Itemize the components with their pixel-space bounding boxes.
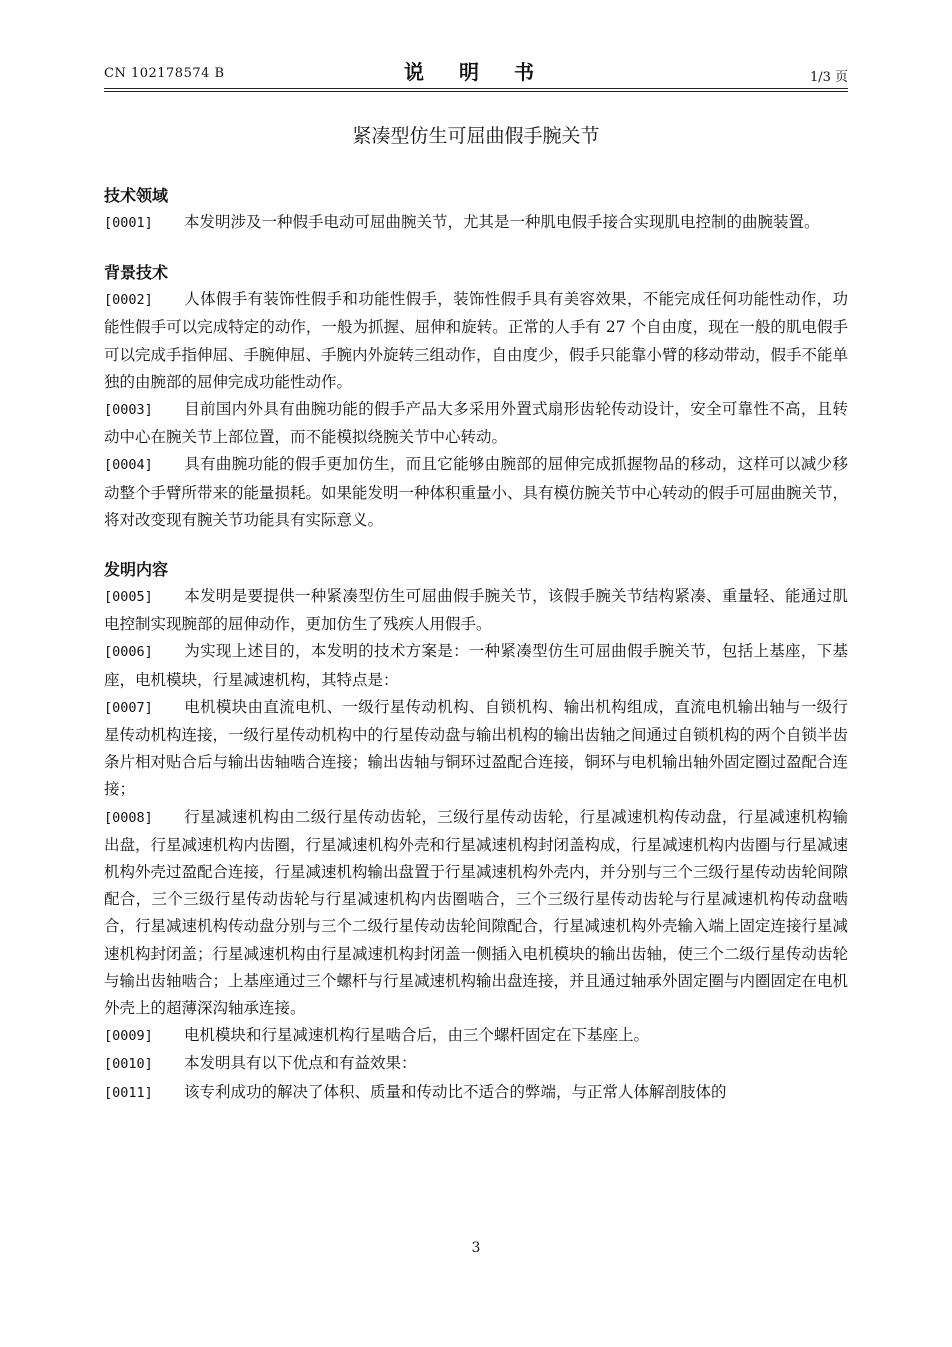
page-header: [104, 56, 848, 86]
paragraph-text: 本发明具有以下优点和有益效果：: [184, 1054, 417, 1073]
paragraph-number: [0003]: [104, 402, 153, 419]
paragraph: [104, 286, 848, 396]
paragraph-number: [0007]: [104, 699, 153, 716]
paragraph-text: 行星减速机构由二级行星传动齿轮，三级行星传动齿轮，行星减速机构传动盘，行星减速机构输出盘，行星减速机构内齿圈，行星减速机构外壳和行星减速机构封闭盖构成，行星减速机构内齿圈与行星减速机构外壳过盈配合连接，行星减速机构输出盘置于行星减速机构外壳内，并分别与三个三级行星传动齿轮间隙配合，三个三级行星传动齿轮与行星减速机构内齿圈啮合，三个三级行星传动齿轮与行星减速机构传动盘啮合，行星减速机构传动盘分别与三个二级行星传动齿轮间隙配合，行星减速机构外壳输入端上固定连接行星减速机构封闭盖；行星减速机构由行星减速机构封闭盖一侧插入电机模块的输出齿轴，使三个二级行星传动齿轮与输出齿轴啮合；上基座通过三个螺杆与行星减速机构输出盘连接，并且通过轴承外固定圈与内圈固定在电机外壳上的超薄深沟轴承连接。: [104, 807, 849, 1018]
paragraph-number: [0008]: [104, 809, 153, 826]
paragraph-number: [0006]: [104, 644, 153, 661]
page-info: 1/3 页: [809, 70, 848, 85]
paragraph-number: [0004]: [104, 457, 153, 474]
header-title: 说 明 书: [404, 60, 548, 84]
paragraph-text: 具有曲腕功能的假手更加仿生，而且它能够由腕部的屈伸完成抓握物品的移动，这样可以减少移动整个手臂所带来的能量损耗。如果能发明一种体积重量小、具有模仿腕关节中心转动的假手可屈曲腕关节，将对改变现有腕关节功能具有实际意义。: [104, 455, 849, 529]
paragraph-number: [0010]: [104, 1056, 153, 1073]
paragraph: [104, 1050, 848, 1078]
paragraph-number: [0005]: [104, 589, 153, 606]
paragraph-number: [0009]: [104, 1028, 153, 1045]
section-heading: 发明内容: [104, 560, 169, 580]
paragraph: [104, 804, 848, 1023]
paragraph-number: [0011]: [104, 1084, 153, 1101]
header-rule: [104, 88, 848, 89]
section-heading: 技术领域: [104, 186, 169, 205]
paragraph-number: [0002]: [104, 292, 153, 309]
paragraph-text: 本发明涉及一种假手电动可屈曲腕关节，尤其是一种肌电假手接合实现肌电控制的曲腕装置。: [184, 213, 820, 231]
paragraph-text: 为实现上述目的，本发明的技术方案是：一种紧凑型仿生可屈曲假手腕关节，包括上基座，下基座，电机模块，行星减速机构，其特点是：: [104, 642, 848, 689]
paragraph: [104, 451, 848, 534]
paragraph-text: 该专利成功的解决了体积、质量和传动比不适合的弊端，与正常人体解剖肢体的: [184, 1082, 727, 1101]
paragraph: [104, 1022, 848, 1050]
document-title: 紧凑型仿生可屈曲假手腕关节: [352, 125, 600, 147]
paragraph-text: 人体假手有装饰性假手和功能性假手，装饰性假手具有美容效果，不能完成任何功能性动作，功能性假手可以完成特定的动作，一般为抓握、屈伸和旋转。正常的人手有 27 个自由度，现在一般的肌电假手可以完成手指伸屈、手腕伸屈、手腕内外旋转三组动作，自由度少，假手只能靠小臂的移动带动，假手不能单独的由腕部的屈伸完成功能性动作。: [104, 290, 849, 391]
paragraph-number: [0001]: [104, 215, 153, 231]
paragraph-text: 电机模块和行星减速机构行星啮合后，由三个螺杆固定在下基座上。: [184, 1026, 650, 1045]
paragraph-text: 目前国内外具有曲腕功能的假手产品大多采用外置式扇形齿轮传动设计，安全可靠性不高，且转动中心在腕关节上部位置，而不能模拟绕腕关节中心转动。: [104, 400, 848, 447]
paragraph-text: 电机模块由直流电机、一级行星传动机构、自锁机构、输出机构组成，直流电机输出轴与一级行星传动机构连接，一级行星传动机构中的行星传动盘与输出机构的输出齿轴之间通过自锁机构的两个自锁半齿条片相对贴合后与输出齿轴啮合连接；输出齿轴与铜环过盈配合连接，铜环与电机输出轴外固定圈过盈配合连接；: [104, 697, 849, 799]
paragraph: [104, 638, 848, 693]
page-number: 3: [471, 1240, 481, 1256]
paragraph: [104, 209, 848, 237]
section-heading: 背景技术: [104, 263, 169, 283]
document-body: [104, 182, 848, 1107]
doc-number: CN 102178574 B: [104, 66, 225, 81]
header-rule-thin: [104, 91, 848, 92]
paragraph-text: 本发明是要提供一种紧凑型仿生可屈曲假手腕关节，该假手腕关节结构紧凑、重量轻、能通过肌电控制实现腕部的屈伸动作，更加仿生了残疾人用假手。: [104, 587, 848, 634]
paragraph: [104, 396, 848, 451]
paragraph: [104, 1079, 848, 1107]
paragraph: [104, 694, 848, 804]
paragraph: [104, 583, 848, 638]
